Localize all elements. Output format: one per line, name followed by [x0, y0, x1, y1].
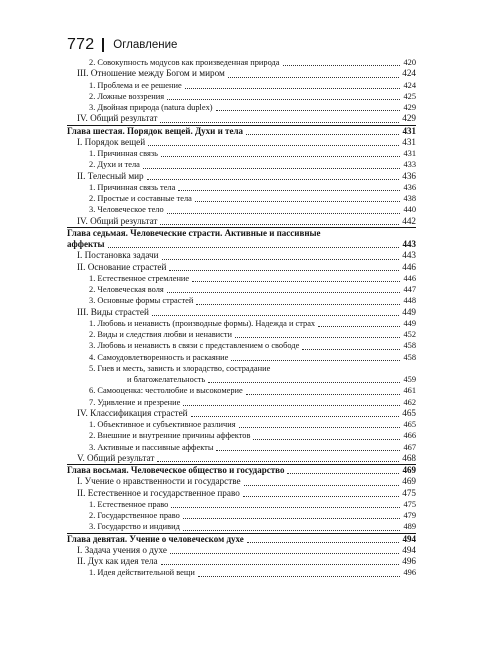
toc-page-number: 467: [403, 442, 416, 452]
toc-page-number: 496: [402, 556, 416, 566]
toc-dot-leader: [167, 292, 400, 293]
toc-section-entry: [67, 545, 416, 556]
toc-dot-leader: [152, 315, 399, 316]
toc-entry-label: 2. Внешние и внутренние причины аффектов: [89, 431, 251, 441]
toc-page-number: 462: [403, 397, 416, 407]
toc-dot-leader: [157, 461, 399, 462]
toc-section-entry: [67, 556, 416, 567]
toc-page-number: 459: [403, 375, 416, 384]
toc-dot-leader: [228, 77, 399, 78]
toc-page-number: 431: [402, 136, 416, 147]
toc-dot-leader: [161, 156, 400, 157]
toc-dot-leader: [246, 394, 400, 395]
toc-chapter-entry: [67, 227, 416, 239]
toc-entry-label: 2. Совокупность модусов как произведенная природа: [89, 58, 280, 67]
toc-section-entry: [67, 453, 416, 464]
toc-entry-label: I. Учение о нравственности и государстве: [77, 476, 241, 487]
toc-dot-leader: [162, 259, 399, 260]
toc-item-entry: [67, 374, 416, 385]
toc-dot-leader: [147, 179, 399, 180]
toc-entry-label: 2. Государственное право: [89, 511, 180, 520]
toc-entry-label: 3. Государство и индивид: [89, 522, 180, 532]
toc-item-entry: [67, 397, 416, 408]
toc-page-number: 440: [403, 205, 416, 215]
toc-page-number: 475: [403, 499, 416, 509]
toc-dot-leader: [231, 360, 400, 361]
toc-page-number: 468: [402, 452, 416, 463]
toc-entry-label: Глава восьмая. Человеческое общество и государство: [67, 465, 285, 475]
toc-dot-leader: [178, 190, 400, 191]
toc-entry-label: II. Основание страстей: [77, 261, 167, 272]
toc-entry-label: III. Виды страстей: [77, 306, 149, 317]
page-header: [67, 34, 177, 56]
toc-entry-label: Глава девятая. Учение о человеческом духе: [67, 533, 244, 544]
toc-entry-label: 1. Причинная связь: [89, 149, 158, 158]
toc-section-entry: [67, 68, 416, 79]
toc-item-entry: [67, 442, 416, 453]
toc-dot-leader: [243, 496, 399, 497]
toc-page-number: 436: [402, 170, 416, 181]
toc-entry-label: 3. Основные формы страстей: [89, 296, 194, 306]
toc-entry-label: 7. Удивление и презрение: [89, 397, 181, 407]
toc-dot-leader: [198, 576, 400, 577]
toc-page-number: 431: [402, 125, 416, 136]
toc-dot-leader: [216, 110, 400, 111]
toc-entry-label: 1. Идея действительной вещи: [89, 568, 195, 578]
toc-dot-leader: [208, 382, 400, 383]
toc-entry-label: 1. Естественное стремление: [89, 273, 190, 283]
toc-dot-leader: [183, 405, 400, 406]
toc-page-number: 458: [403, 352, 416, 362]
toc-entry-label: 1. Проблема и ее решение: [89, 80, 182, 90]
toc-dot-leader: [169, 270, 399, 271]
toc-dot-leader: [171, 507, 400, 508]
toc-page-number: 469: [402, 465, 416, 475]
toc-page-number: 465: [403, 420, 416, 429]
toc-dot-leader: [253, 439, 400, 440]
toc-entry-label: 3. Активные и пассивные аффекты: [89, 442, 214, 452]
toc-dot-leader: [108, 247, 399, 248]
toc-entry-label: 2. Ложные воззрения: [89, 91, 165, 101]
header-divider: [102, 38, 104, 52]
toc-entry-label: II. Дух как идея тела: [77, 556, 158, 566]
toc-dot-leader: [191, 416, 399, 417]
toc-page-number: 489: [403, 522, 416, 532]
toc-page-number: 447: [403, 285, 416, 294]
toc-entry-label: 1. Любовь и ненависть (производные формы). Надежда и страх: [89, 318, 316, 328]
toc-section-entry: [67, 408, 416, 419]
toc-item-entry: [67, 510, 416, 521]
toc-page-number: 452: [403, 330, 416, 339]
toc-entry-label: 1. Объективное и субъективное различия: [89, 420, 236, 429]
toc-dot-leader: [318, 326, 400, 327]
toc-page-number: 469: [402, 476, 416, 487]
toc-entry-label: I. Постановка задачи: [77, 250, 159, 261]
toc-dot-leader: [244, 485, 399, 486]
toc-section-entry: [67, 137, 416, 148]
toc-page-number: 429: [403, 103, 416, 112]
toc-dot-leader: [239, 427, 400, 428]
toc-entry-label: 5. Гнев и месть, зависть и злорадство, сострадание: [89, 363, 271, 373]
toc-page-number: 494: [402, 544, 416, 555]
toc-entry-label: III. Отношение между Богом и миром: [77, 68, 225, 79]
toc-chapter-entry: [67, 239, 416, 250]
toc-entry-label: 2. Духи и тела: [89, 160, 140, 170]
toc-entry-label: IV. Общий результат: [77, 215, 158, 226]
toc-page-number: 424: [402, 68, 416, 79]
toc-item-entry: [67, 148, 416, 159]
toc-section-entry: [67, 262, 416, 273]
toc-dot-leader: [302, 349, 400, 350]
toc-dot-leader: [160, 224, 399, 225]
toc-page-number: 420: [403, 58, 416, 67]
toc-entry-label: II. Телесный мир: [77, 170, 144, 181]
toc-entry-label: Глава седьмая. Человеческие страсти. Активные и пассивные: [67, 227, 321, 238]
toc-page-number: 424: [403, 80, 416, 90]
toc-entry-label: 2. Человеческая воля: [89, 285, 164, 294]
toc-page-number: 446: [403, 273, 416, 283]
toc-page-number: 425: [403, 91, 416, 101]
toc-section-entry: [67, 488, 416, 499]
toc-page-number: 436: [403, 182, 416, 192]
toc-entry-label: 2. Простые и составные тела: [89, 194, 192, 203]
toc-page-number: 431: [403, 149, 416, 158]
toc-item-entry: [67, 204, 416, 215]
toc-page-number: 443: [402, 250, 416, 261]
toc-dot-leader: [287, 473, 399, 474]
toc-page-number: 446: [402, 261, 416, 272]
toc-section-entry: [67, 216, 416, 227]
toc-section-entry: [67, 476, 416, 487]
toc-dot-leader: [185, 88, 400, 89]
toc-page-number: 433: [403, 160, 416, 170]
toc-page-number: 449: [403, 318, 416, 328]
toc-page-number: 449: [402, 306, 416, 317]
toc-dot-leader: [170, 553, 399, 554]
page-number: 772: [67, 36, 95, 53]
toc-item-entry: [67, 80, 416, 91]
toc-entry-label: 1. Причинная связь тела: [89, 182, 176, 192]
toc-entry-label: Глава шестая. Порядок вещей. Духи и тела: [67, 125, 243, 136]
toc-entry-label: 4. Самоудовлетворенность и раскаяние: [89, 352, 229, 362]
toc-entry-label: 3. Двойная природа (natura duplex): [89, 103, 213, 112]
toc-section-entry: [67, 113, 416, 124]
toc-entry-label: 3. Любовь и ненависть в связи с представлением о свободе: [89, 341, 300, 351]
toc-page-number: 458: [403, 341, 416, 351]
toc-entry-label: 2. Виды и следствия любви и ненависти: [89, 330, 233, 339]
toc-dot-leader: [196, 304, 400, 305]
toc-entry-label: II. Естественное и государственное право: [77, 487, 240, 498]
toc-chapter-entry: [67, 125, 416, 137]
toc-page-number: 448: [403, 296, 416, 306]
toc-chapter-entry: [67, 464, 416, 476]
toc-item-entry: [67, 521, 416, 532]
toc-item-entry: [67, 102, 416, 113]
toc-dot-leader: [143, 168, 400, 169]
toc-dot-leader: [235, 337, 400, 338]
toc-dot-leader: [195, 201, 400, 202]
table-of-contents: [67, 57, 416, 579]
toc-item-entry: [67, 57, 416, 68]
toc-page-number: 443: [402, 239, 416, 249]
toc-dot-leader: [247, 542, 399, 543]
toc-entry-label: V. Общий результат: [77, 452, 155, 463]
toc-dot-leader: [183, 530, 400, 531]
toc-entry-label: 1. Естественное право: [89, 499, 169, 509]
toc-item-entry: [67, 385, 416, 396]
toc-page-number: 461: [403, 386, 416, 396]
toc-entry-label: и благожелательность: [127, 375, 206, 384]
toc-entry-label: 3. Человеческое тело: [89, 205, 164, 215]
toc-dot-leader: [167, 99, 400, 100]
toc-dot-leader: [167, 213, 400, 214]
toc-page-number: 465: [402, 407, 416, 418]
toc-item-entry: [67, 159, 416, 170]
toc-page-number: 479: [403, 511, 416, 520]
toc-item-entry: [67, 363, 416, 374]
toc-item-entry: [67, 419, 416, 430]
toc-dot-leader: [246, 134, 399, 135]
toc-page-number: 475: [402, 487, 416, 498]
toc-item-entry: [67, 193, 416, 204]
toc-entry-label: IV. Общий результат: [77, 113, 158, 124]
toc-page-number: 429: [402, 113, 416, 124]
toc-item-entry: [67, 329, 416, 340]
toc-item-entry: [67, 567, 416, 578]
toc-section-entry: [67, 171, 416, 182]
toc-entry-label: I. Порядок вещей: [77, 136, 146, 147]
toc-item-entry: [67, 340, 416, 351]
toc-item-entry: [67, 318, 416, 329]
toc-item-entry: [67, 284, 416, 295]
toc-entry-label: IV. Классификация страстей: [77, 407, 188, 418]
toc-page-number: 438: [403, 194, 416, 203]
toc-page-number: 466: [403, 431, 416, 441]
toc-page-number: 442: [402, 215, 416, 226]
toc-dot-leader: [148, 145, 399, 146]
toc-dot-leader: [216, 450, 400, 451]
toc-dot-leader: [161, 564, 399, 565]
toc-dot-leader: [183, 518, 400, 519]
toc-dot-leader: [283, 65, 400, 66]
toc-entry-label: аффекты: [67, 239, 105, 249]
toc-section-entry: [67, 250, 416, 261]
toc-item-entry: [67, 91, 416, 102]
toc-item-entry: [67, 499, 416, 510]
toc-section-entry: [67, 307, 416, 318]
toc-item-entry: [67, 182, 416, 193]
toc-page-number: 496: [403, 568, 416, 578]
running-title: Оглавление: [113, 39, 178, 51]
toc-item-entry: [67, 273, 416, 284]
toc-item-entry: [67, 295, 416, 306]
toc-entry-label: I. Задача учения о духе: [77, 544, 167, 555]
toc-item-entry: [67, 352, 416, 363]
toc-entry-label: 6. Самооценка: честолюбие и высокомерие: [89, 386, 243, 396]
toc-chapter-entry: [67, 533, 416, 545]
toc-page-number: 494: [402, 533, 416, 544]
toc-dot-leader: [192, 281, 400, 282]
toc-item-entry: [67, 430, 416, 441]
toc-dot-leader: [160, 122, 399, 123]
